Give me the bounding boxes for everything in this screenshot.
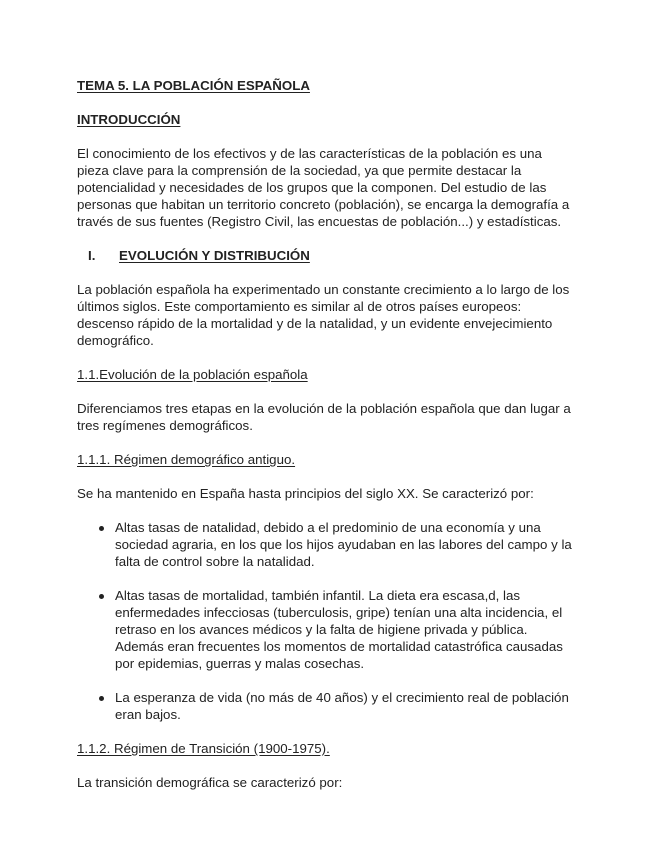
section-1-paragraph: La población española ha experimentado un constante crecimiento a lo largo de los últimos siglos. Este comportamiento es similar al de otros países europeos: descenso rápido de la mortalidad y de la natalidad, y un evidente envejecimiento demográfico. bbox=[77, 282, 570, 348]
list-item bbox=[77, 587, 577, 672]
subsection-1-1-2-heading: 1.1.2. Régimen de Transición (1900-1975). bbox=[77, 741, 330, 756]
section-1-number: I. bbox=[88, 248, 96, 263]
subsection-1-1-2-paragraph: La transición demográfica se caracterizó por: bbox=[77, 775, 343, 790]
subsection-1-1-1-paragraph: Se ha mantenido en España hasta principios del siglo XX. Se caracterizó por: bbox=[77, 486, 534, 501]
subsection-1-1-1-heading: 1.1.1. Régimen demográfico antiguo. bbox=[77, 452, 296, 467]
bullet-dot-icon bbox=[99, 696, 104, 701]
intro-heading: INTRODUCCIÓN bbox=[77, 112, 181, 127]
list-item bbox=[77, 519, 577, 570]
bullet-dot-icon bbox=[99, 594, 104, 599]
subsection-1-1-paragraph: Diferenciamos tres etapas en la evolución de la población española que dan lugar a tres regímenes demográficos. bbox=[77, 401, 571, 433]
section-1-heading-row bbox=[77, 247, 577, 264]
document-page bbox=[77, 77, 577, 791]
list-item-text: La esperanza de vida (no más de 40 años) y el crecimiento real de población eran bajos. bbox=[115, 690, 569, 722]
list-item-text: Altas tasas de mortalidad, también infantil. La dieta era escasa,d, las enfermedades infecciosas (tuberculosis, gripe) tenían una alta incidencia, el retraso en los avances médicos y la falta de higiene privada y pública. Además eran frecuentes los momentos de mortalidad catastrófica causadas por epidemias, guerras y malas cosechas. bbox=[115, 588, 563, 671]
list-item bbox=[77, 689, 577, 723]
intro-paragraph: El conocimiento de los efectivos y de las características de la población es una pieza clave para la comprensión de la sociedad, ya que permite destacar la potencialidad y necesidades de los grupos que la componen. Del estudio de las personas que habitan un territorio concreto (población), se encarga la demografía a través de sus fuentes (Registro Civil, las encuestas de población...) y estadísticas. bbox=[77, 146, 570, 229]
section-1-heading: EVOLUCIÓN Y DISTRIBUCIÓN bbox=[119, 248, 310, 263]
bullet-list bbox=[77, 519, 577, 723]
page-title: TEMA 5. LA POBLACIÓN ESPAÑOLA bbox=[77, 78, 310, 93]
bullet-dot-icon bbox=[99, 526, 104, 531]
subsection-1-1-heading: 1.1.Evolución de la población española bbox=[77, 367, 308, 382]
list-item-text: Altas tasas de natalidad, debido a el predominio de una economía y una sociedad agraria, en los que los hijos ayudaban en las labores del campo y la falta de control sobre la natalidad. bbox=[115, 520, 572, 569]
